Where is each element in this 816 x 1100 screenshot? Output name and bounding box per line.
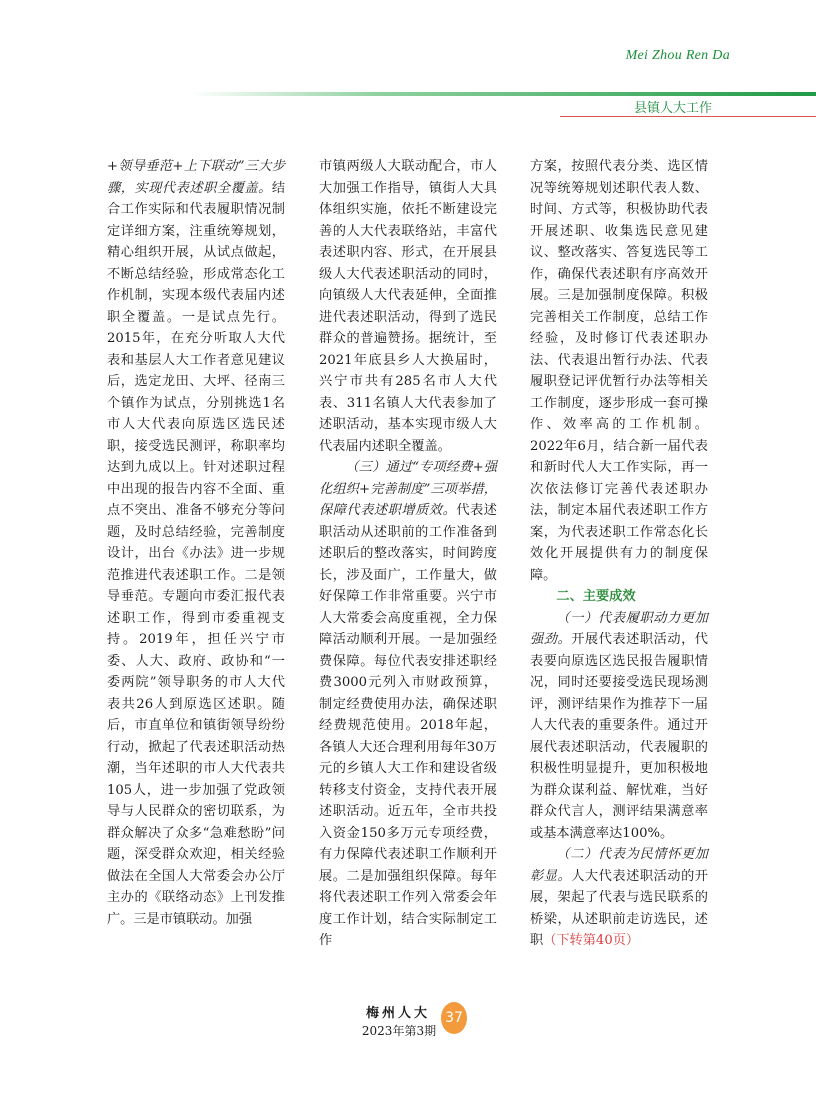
paragraph: 方案，按照代表分类、选区情况等统筹规划述职代表人数、时间、方式等，积极协助代表开展述职、收集选民意见建议、整改落实、答复选民等工作，确保代表述职有序高效开展。三是加强制度保障。积极完善相关工作制度，总结工作经验，及时修订代表述职办法、代表退出暂行办法、代表履职登记评优暂行办法等相关工作制度，逐步形成一套可操作、效率高的工作机制。2022年6月，结合新一届代表和新时代人大工作实际，再一次依法修订完善代表述职办法，制定本届代表述职工作方案，为代表述职工作常态化长效化开展提供有力的制度保障。 [530,159,708,583]
subheading: （一）代表履职动力更加强劲。 [530,610,708,647]
paragraph: 市镇两级人大联动配合，市人大加强工作指导，镇街人大具体组织实施，依托不断建设完善的人大代表联络站，丰富代表述职内容、形式，在开展县级人大代表述职活动的同时，向镇级人大代表延伸，全面推进代表述职活动，得到了选民群众的普遍赞扬。据统计，至2021年底县乡人大换届时，兴宁市共有285名市人大代表、311名镇人大代表参加了述职活动，基本实现市级人大代表届内述职全覆盖。 [319,159,497,454]
journal-brand: Mei Zhou Ren Da [625,48,730,63]
paragraph: 人大代表述职活动的开展，架起了代表与选民联系的桥梁，从述职前走访选民，述职 [530,868,708,948]
section-heading: 二、主要成效 [556,589,636,604]
text-column-2 [319,156,497,952]
subheading: （二）代表为民情怀更加彰显。 [530,847,708,884]
header-red-rule [560,116,816,117]
continued-link[interactable]: （下转第40页） [543,933,640,948]
text-column-1 [107,156,285,930]
footer-issue: 2023年第3期 [361,1024,437,1038]
subheading-continued: +领导垂范+上下联动”三大步骤，实现代表述职全覆盖。 [107,159,285,196]
paragraph: 开展代表述职活动，代表要向原选区选民报告履职情况，同时还要接受选民现场测评，测评结果作为推荐下一届人大代表的重要条件。通过开展代表述职活动，代表履职的积极性明显提升，更加积极地为群众谋利益、解忧难，当好群众代言人，测评结果满意率或基本满意率达100%。 [530,632,708,841]
page-number: 37 [441,1002,467,1034]
footer-journal-name: 梅州人大 [365,1006,430,1021]
subheading: （三）通过“专项经费+强化组织+完善制度”三项举措，保障代表述职增质效。 [319,460,497,518]
header-green-rule [190,92,816,96]
section-title: 县镇人大工作 [633,101,712,116]
text-column-3 [530,156,708,952]
paragraph: 代表述职活动从述职前的工作准备到述职后的整改落实，时间跨度长，涉及面广，工作量大，做好保障工作非常重要。兴宁市人大常委会高度重视，全力保障活动顺利开展。一是加强经费保障。每位代表安排述职经费3000元列入市财政预算，制定经费使用办法，确保述职经费规范使用。2018年起，各镇人大还合理利用每年30万元的乡镇人大工作和建设省级转移支付资金，支持代表开展述职活动。近五年，全市共投入资金150多万元专项经费，有力保障代表述职工作顺利开展。二是加强组织保障。每年将代表述职工作列入常委会年度工作计划，结合实际制定工作 [319,503,497,948]
paragraph: 结合工作实际和代表履职情况制定详细方案，注重统筹规划，精心组织开展，从试点做起，不断总结经验，形成常态化工作机制，实现本级代表届内述职全覆盖。一是试点先行。2015年，在充分听取人大代表和基层人大工作者意见建议后，选定龙田、大坪、径南三个镇作为试点，分别挑选1名市人大代表向原选区选民述职，接受选民测评，称职率均达到九成以上。针对述职过程中出现的报告内容不全面、重点不突出、准备不够充分等问题，及时总结经验，完善制度设计，出台《办法》进一步规范推进代表述职工作。二是领导垂范。专题向市委汇报代表述职工作，得到市委重视支持。2019年，担任兴宁市委、人大、政府、政协和“一委两院”领导职务的市人大代表共26人到原选区述职。随后，市直单位和镇街领导纷纷行动，掀起了代表述职活动热潮，当年述职的市人大代表共105人，进一步加强了党政领导与人民群众的密切联系，为群众解决了众多“急难愁盼”问题，深受群众欢迎，相关经验做法在全国人大常委会办公厅主办的《联络动态》上刊发推广。三是市镇联动。加强 [107,180,285,927]
